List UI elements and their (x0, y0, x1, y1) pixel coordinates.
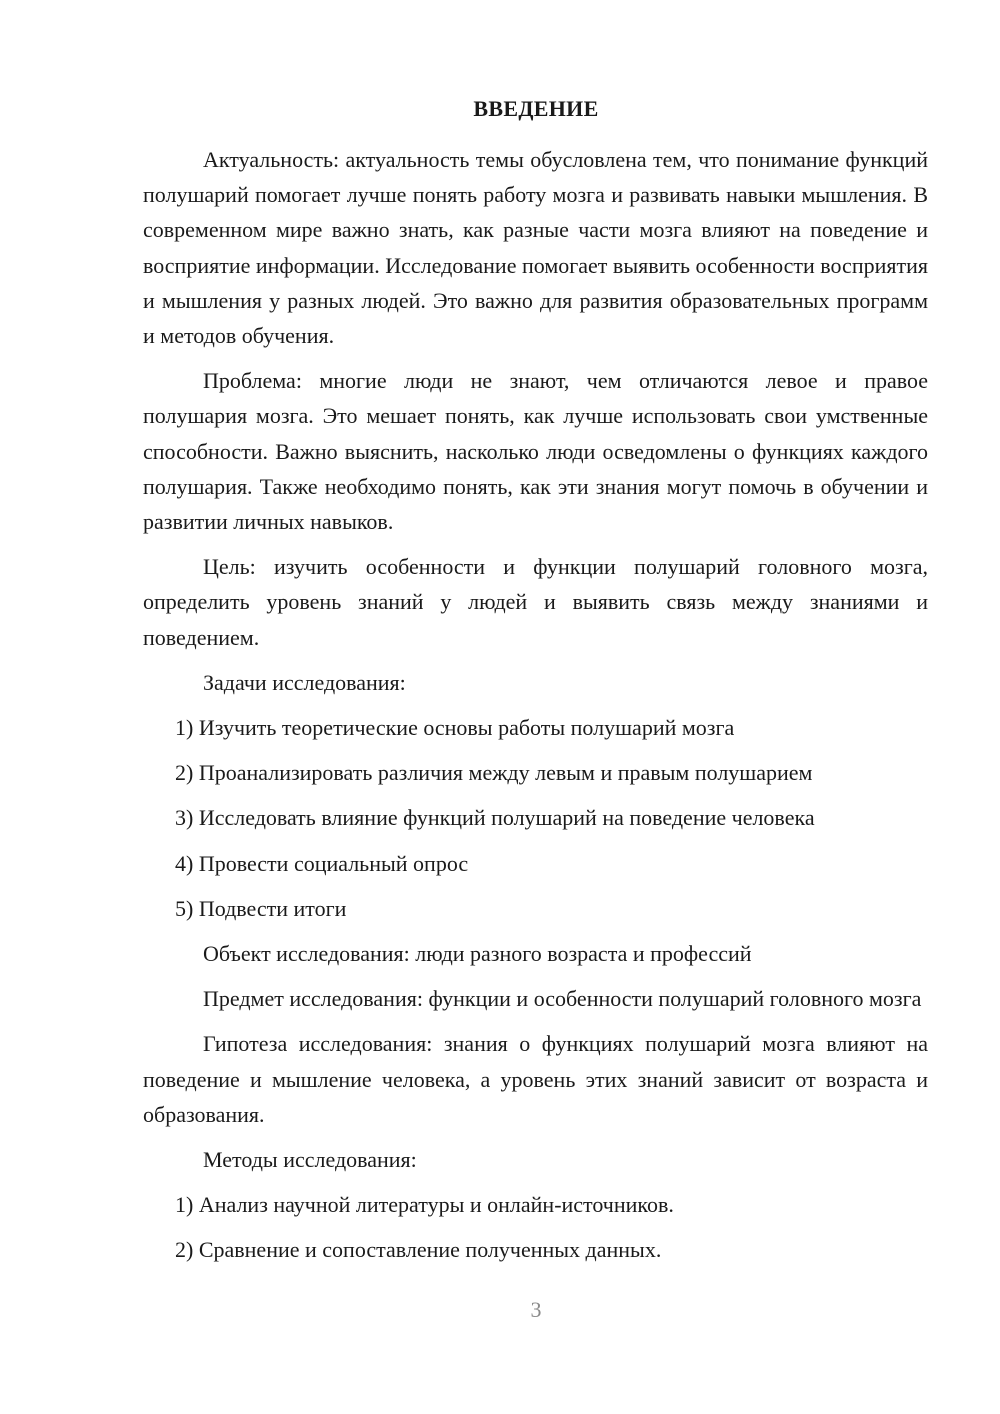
relevance-paragraph: Актуальность: актуальность темы обусловлена тем, что понимание функций полушарий помогает лучше понять работу мозга и развивать навыки мышления. В современном мире важно знать, как разные части мозга влияют на поведение и восприятие информации. Исследование помогает выявить особенности восприятия и мышления у разных людей. Это важно для развития образовательных программ и методов обучения. (143, 147, 928, 349)
hypothesis-paragraph: Гипотеза исследования: знания о функциях полушарий мозга влияют на поведение и мышление человека, а уровень этих знаний зависит от возраста и образования. (143, 1031, 928, 1127)
page-number: 3 (530, 1297, 542, 1322)
document-body (143, 142, 928, 1278)
list-item: 4) Провести социальный опрос (175, 850, 469, 876)
tasks-list (143, 710, 928, 926)
subject-paragraph: Предмет исследования: функции и особенности полушарий головного мозга (203, 986, 922, 1012)
object-paragraph: Объект исследования: люди разного возраста и профессий (203, 941, 752, 967)
methods-heading: Методы исследования: (203, 1147, 417, 1173)
list-item: 1) Изучить теоретические основы работы полушарий мозга (175, 715, 735, 741)
list-item: 1) Анализ научной литературы и онлайн-источников. (175, 1192, 674, 1218)
page-title: ВВЕДЕНИЕ (473, 96, 599, 121)
methods-list (143, 1187, 928, 1267)
list-item: 2) Сравнение и сопоставление полученных данных. (175, 1237, 662, 1263)
list-item: 3) Исследовать влияние функций полушарий на поведение человека (175, 805, 815, 831)
problem-paragraph: Проблема: многие люди не знают, чем отличаются левое и правое полушария мозга. Это мешает понять, как лучше использовать свои умственные способности. Важно выяснить, насколько люди осведомлены о функциях каждого полушария. Также необходимо понять, как эти знания могут помочь в обучении и развитии личных навыков. (143, 368, 928, 535)
list-item: 5) Подвести итоги (175, 895, 347, 921)
list-item: 2) Проанализировать различия между левым и правым полушарием (175, 760, 813, 786)
tasks-heading: Задачи исследования: (203, 669, 406, 695)
goal-paragraph: Цель: изучить особенности и функции полушарий головного мозга, определить уровень знаний у людей и выявить связь между знаниями и поведением. (143, 554, 928, 650)
